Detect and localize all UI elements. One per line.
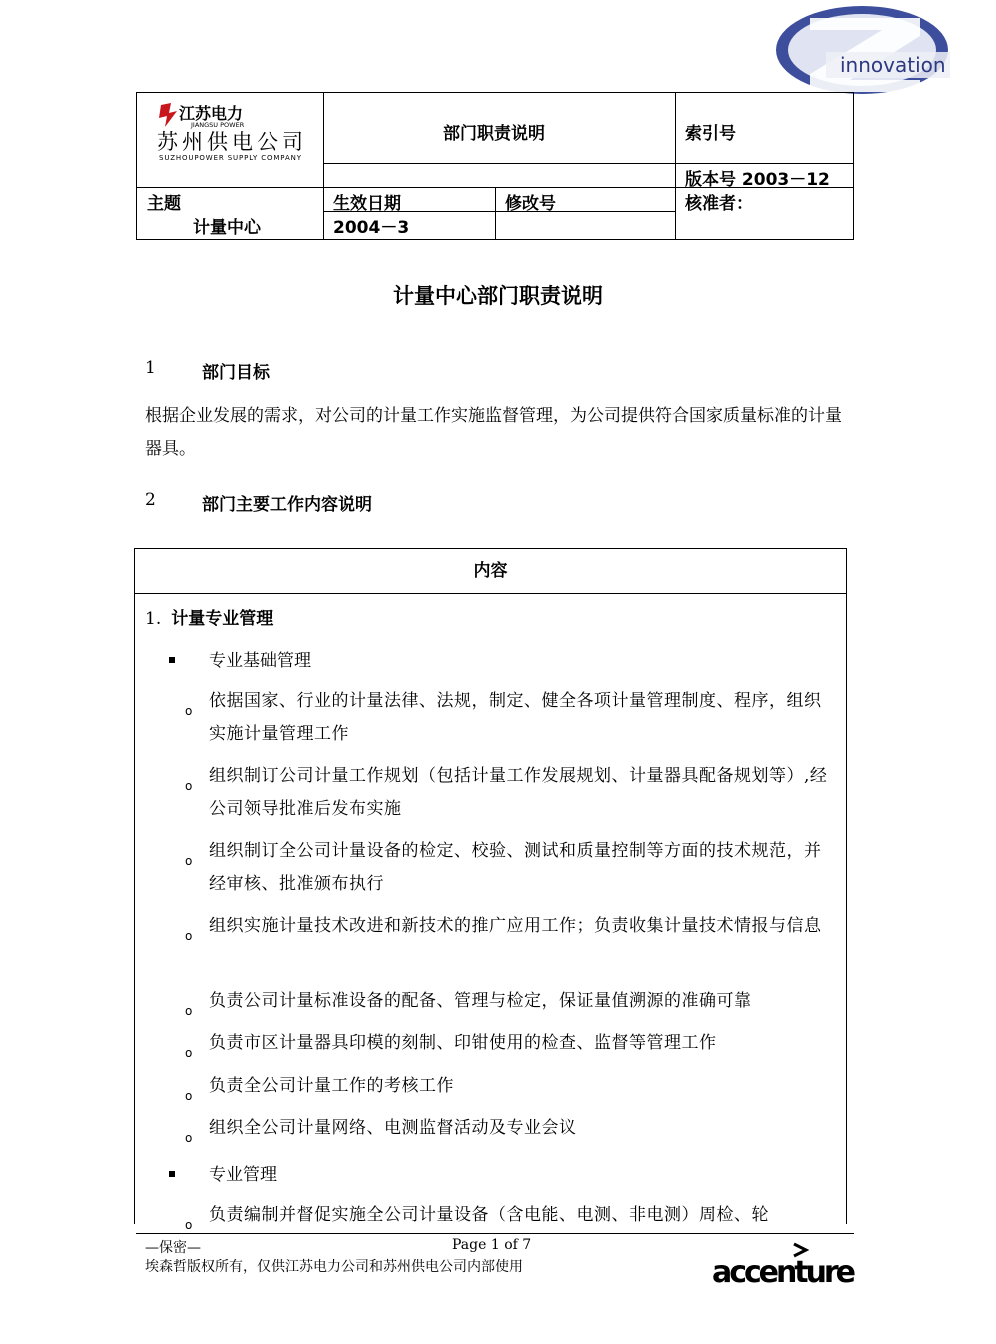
revision-label: 修改号 xyxy=(505,194,556,214)
list-item: o 负责全公司计量工作的考核工作 xyxy=(185,1070,837,1103)
document-title: 计量中心部门职责说明 xyxy=(393,284,603,308)
list-item: o 组织制订公司计量工作规划（包括计量工作发展规划、计量器具配备规划等）,经公司领导批准后发布实施 xyxy=(185,766,828,819)
logo-cn-name: 苏州供电公司 xyxy=(157,130,303,154)
square-bullet-icon xyxy=(169,1171,175,1177)
circle-bullet-icon: o xyxy=(185,1131,193,1145)
circle-bullet-icon: o xyxy=(185,1004,193,1018)
logo-en-brand: JIANGSU POWER xyxy=(191,121,245,129)
list-item: o 负责市区计量器具印模的刻制、印钳使用的检查、监督等管理工作 xyxy=(185,1027,837,1060)
accenture-text: accenture xyxy=(712,1255,856,1290)
list-item: o 组织制订全公司计量设备的检定、校验、测试和质量控制等方面的技术规范，并经审核、批准颁布执行 xyxy=(185,841,822,894)
circle-bullet-icon: o xyxy=(185,929,193,943)
doc-type: 部门职责说明 xyxy=(443,124,545,144)
item-title: 计量专业管理 xyxy=(171,609,274,629)
list-item: o 组织全公司计量网络、电测监督活动及专业会议 xyxy=(185,1112,837,1145)
circle-bullet-icon: o xyxy=(185,1089,193,1103)
sub-heading: 专业基础管理 xyxy=(209,651,311,671)
innovation-logo xyxy=(770,0,950,96)
logo-en-name: SUZHOUPOWER SUPPLY COMPANY xyxy=(159,154,301,162)
innovation-text: innovation xyxy=(840,53,946,77)
circle-bullet-icon: o xyxy=(185,704,193,718)
circle-bullet-icon: o xyxy=(185,1046,193,1060)
list-item: o 负责编制并督促实施全公司计量设备（含电能、电测、非电测）周检、轮 xyxy=(185,1199,837,1232)
item-number: 1. xyxy=(145,609,162,629)
footer-divider xyxy=(136,1233,854,1234)
list-item: o 组织实施计量技术改进和新技术的推广应用工作；负责收集计量技术情报与信息 xyxy=(185,910,837,943)
version-number: 版本号 2003－12 xyxy=(685,170,830,190)
approver-label: 核准者： xyxy=(685,194,753,214)
company-logo xyxy=(157,99,307,161)
section-title: 部门目标 xyxy=(202,363,270,383)
effective-date-value: 2004－3 xyxy=(333,218,410,238)
circle-bullet-icon: o xyxy=(185,1218,193,1232)
lightning-icon xyxy=(159,103,177,127)
accenture-logo xyxy=(710,1240,860,1290)
list-item-level2 xyxy=(169,646,311,671)
table-header: 内容 xyxy=(135,549,846,594)
content-table xyxy=(134,548,847,1232)
confidential-label: —保密— xyxy=(145,1240,201,1256)
circle-bullet-icon: o xyxy=(185,854,193,868)
square-bullet-icon xyxy=(169,657,175,663)
section-number: 1 xyxy=(145,358,156,378)
list-item-level1 xyxy=(145,604,273,629)
section-title: 部门主要工作内容说明 xyxy=(202,495,372,515)
subject-value: 计量中心 xyxy=(193,218,261,238)
header-table xyxy=(136,92,854,240)
section-number: 2 xyxy=(145,490,156,510)
copyright-notice: 埃森哲版权所有，仅供江苏电力公司和苏州供电公司内部使用 xyxy=(145,1259,523,1275)
sub-heading: 专业管理 xyxy=(209,1165,277,1185)
index-label: 索引号 xyxy=(685,124,736,144)
logo-cn-brand: 江苏电力 xyxy=(179,104,244,123)
list-item: o 依据国家、行业的计量法律、法规，制定、健全各项计量管理制度、程序，组织实施计量管理工作 xyxy=(185,691,822,744)
list-item-level2 xyxy=(169,1160,277,1185)
list-item: o 负责公司计量标准设备的配备、管理与检定，保证量值溯源的准确可靠 xyxy=(185,985,837,1018)
page-number: Page 1 of 7 xyxy=(452,1237,532,1253)
subject-label: 主题 xyxy=(147,194,181,214)
circle-bullet-icon: o xyxy=(185,779,193,793)
effective-date-label: 生效日期 xyxy=(333,194,401,214)
intro-paragraph: 根据企业发展的需求，对公司的计量工作实施监督管理，为公司提供符合国家质量标准的计量器具。 xyxy=(145,406,842,459)
